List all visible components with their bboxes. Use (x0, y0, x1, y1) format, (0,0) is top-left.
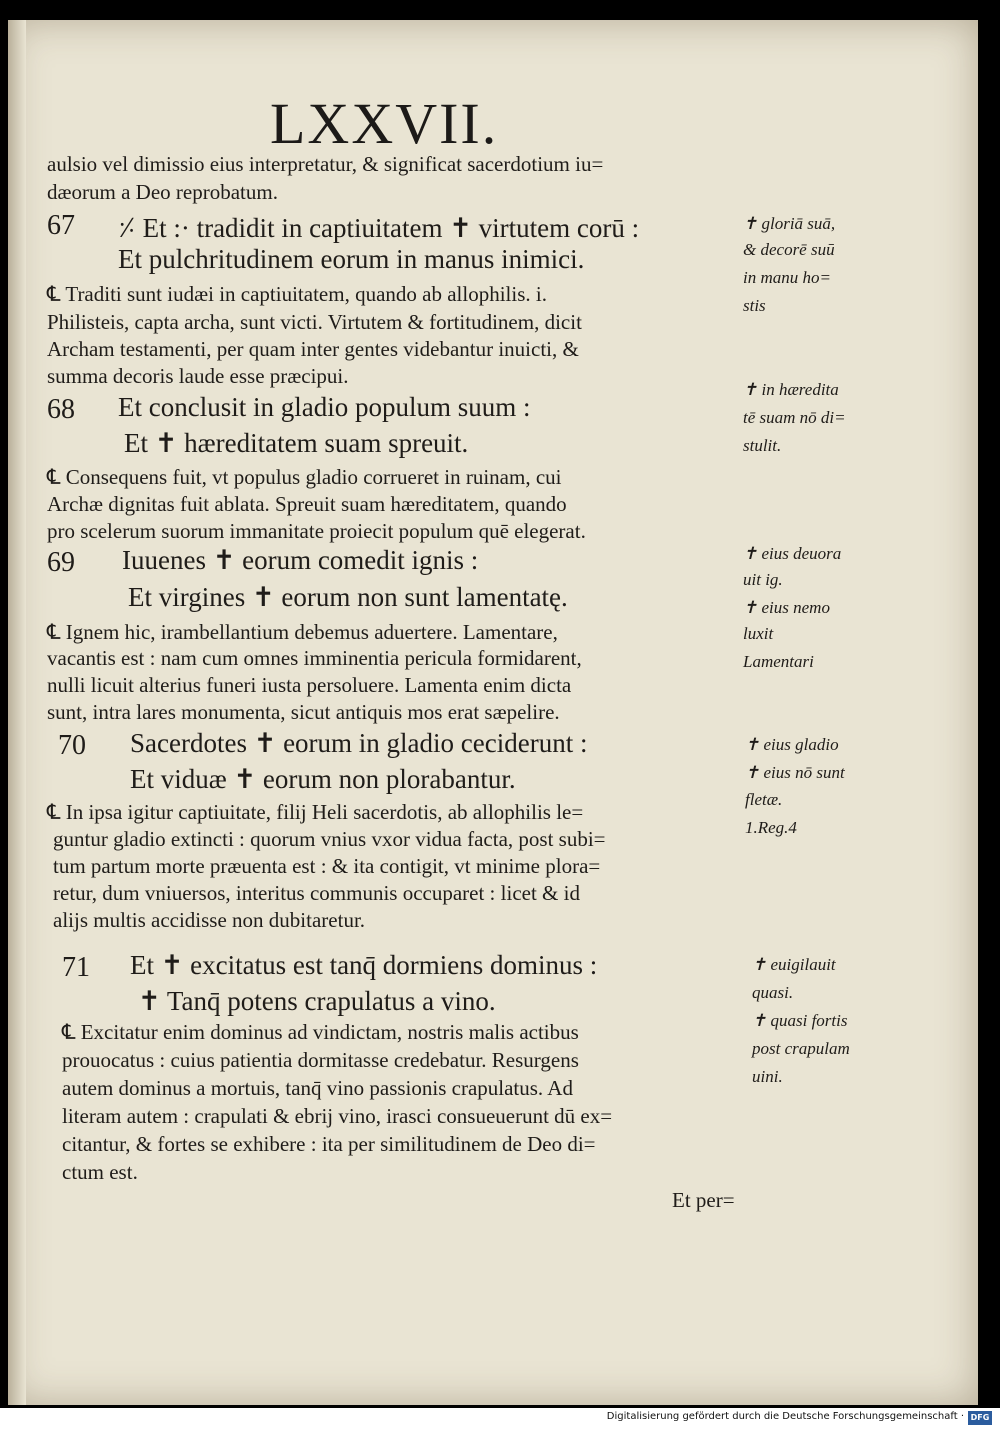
commentary-line: sunt, intra lares monumenta, sicut antiquis mos erat sæpelire. (47, 700, 560, 724)
commentary-line: ℄ Excitatur enim dominus ad vindictam, nostris malis actibus (62, 1020, 579, 1044)
margin-gloss: in manu ho= (743, 268, 831, 287)
verse-number: 71 (62, 952, 90, 983)
verse-line: ⸓ Et :· tradidit in captiuitatem ✝ virtutem corū : (118, 213, 640, 243)
commentary-line: vacantis est : nam cum omnes imminentia pericula formidarent, (47, 646, 582, 670)
margin-gloss: post crapulam (752, 1039, 850, 1058)
commentary-line: Archam testamenti, per quam inter gentes videbantur inuicti, & (47, 337, 579, 361)
margin-gloss: ✝ in hæredita (743, 380, 839, 399)
margin-gloss: ✝ eius nō sunt (745, 763, 845, 782)
commentary-line: citantur, & fortes se exhibere : ita per similitudinem de Deo di= (62, 1132, 596, 1156)
commentary-line: nulli licuit alterius funeri iusta persoluere. Lamenta enim dicta (47, 673, 572, 697)
margin-gloss: ✝ gloriā suā, (743, 214, 836, 233)
verse-line: Sacerdotes ✝ eorum in gladio ceciderunt : (130, 728, 588, 758)
verse-line: Et pulchritudinem eorum in manus inimici. (118, 244, 585, 274)
margin-gloss: tē suam nō di= (743, 408, 846, 427)
folio-number: LXXVII. (270, 91, 499, 156)
commentary-line: guntur gladio extincti : quorum vnius vxor vidua facta, post subi= (53, 827, 606, 851)
commentary-line: ℄ Traditi sunt iudæi in captiuitatem, quando ab allophilis. i. (47, 282, 547, 306)
margin-gloss: ✝ euigilauit (752, 955, 836, 974)
verse-number: 69 (47, 547, 75, 578)
footer-credit: Digitalisierung gefördert durch die Deutsche Forschungsgemeinschaft · (606, 1411, 964, 1422)
commentary-line: autem dominus a mortuis, tanq̄ vino passionis crapulatus. Ad (62, 1076, 573, 1100)
commentary-line: ℄ Ignem hic, irambellantium debemus aduertere. Lamentare, (47, 620, 558, 644)
margin-gloss: stulit. (743, 436, 782, 455)
margin-gloss: ✝ eius deuora (743, 544, 842, 563)
margin-gloss: uini. (752, 1067, 783, 1086)
commentary-line: tum partum morte præuenta est : & ita contigit, vt minime plora= (53, 854, 601, 878)
commentary-line: ℄ Consequens fuit, vt populus gladio corrueret in ruinam, cui (47, 465, 562, 489)
commentary-line: summa decoris laude esse præcipui. (47, 364, 349, 388)
commentary-line: ℄ In ipsa igitur captiuitate, filij Heli sacerdotis, ab allophilis le= (47, 800, 584, 824)
commentary-line: retur, dum vniuersos, interitus communis occuparet : licet & id (53, 881, 580, 905)
verse-line: Iuuenes ✝ eorum comedit ignis : (122, 545, 479, 575)
intro-line: dæorum a Deo reprobatum. (47, 180, 278, 204)
commentary-line: prouocatus : cuius patientia dormitasse credebatur. Resurgens (62, 1048, 579, 1072)
verse-line: ✝ Tanq̄ potens crapulatus a vino. (138, 986, 496, 1016)
page-spine-shadow (8, 20, 26, 1405)
catchword: Et per= (672, 1188, 735, 1212)
verse-number: 70 (58, 730, 86, 761)
margin-gloss: & decorē suū (743, 240, 835, 259)
margin-gloss: quasi. (752, 983, 794, 1002)
margin-gloss: ✝ eius gladio (745, 735, 839, 754)
margin-gloss: 1.Reg.4 (745, 818, 797, 837)
margin-gloss: ✝ eius nemo (743, 598, 830, 617)
commentary-line: Archæ dignitas fuit ablata. Spreuit suam hæreditatem, quando (47, 492, 567, 516)
verse-line: Et viduæ ✝ eorum non plorabantur. (130, 764, 516, 794)
margin-gloss: luxit (743, 624, 774, 643)
digitization-footer (0, 1408, 1000, 1429)
commentary-line: alijs multis accidisse non dubitaretur. (53, 908, 366, 932)
verse-line: Et virgines ✝ eorum non sunt lamentatę. (128, 582, 568, 612)
dfg-logo-icon: DFG (968, 1411, 992, 1425)
commentary-line: pro scelerum suorum immanitate proiecit populum quē elegerat. (47, 519, 586, 543)
commentary-line: literam autem : crapulati & ebrij vino, irasci consueuerunt dū ex= (62, 1104, 613, 1128)
verse-number: 68 (47, 394, 75, 425)
margin-gloss: stis (743, 296, 766, 315)
margin-gloss: Lamentari (743, 652, 814, 671)
verse-line: Et ✝ hæreditatem suam spreuit. (124, 428, 469, 458)
margin-gloss: ✝ quasi fortis (752, 1011, 848, 1030)
margin-gloss: uit ig. (743, 570, 783, 589)
commentary-line: Philisteis, capta archa, sunt victi. Virtutem & fortitudinem, dicit (47, 310, 582, 334)
verse-line: Et conclusit in gladio populum suum : (118, 392, 531, 422)
margin-gloss: fletæ. (745, 790, 783, 809)
verse-number: 67 (47, 210, 75, 241)
verse-line: Et ✝ excitatus est tanq̄ dormiens dominus : (130, 950, 598, 980)
intro-line: aulsio vel dimissio eius interpretatur, & significat sacerdotium iu= (47, 152, 604, 176)
commentary-line: ctum est. (62, 1160, 138, 1184)
